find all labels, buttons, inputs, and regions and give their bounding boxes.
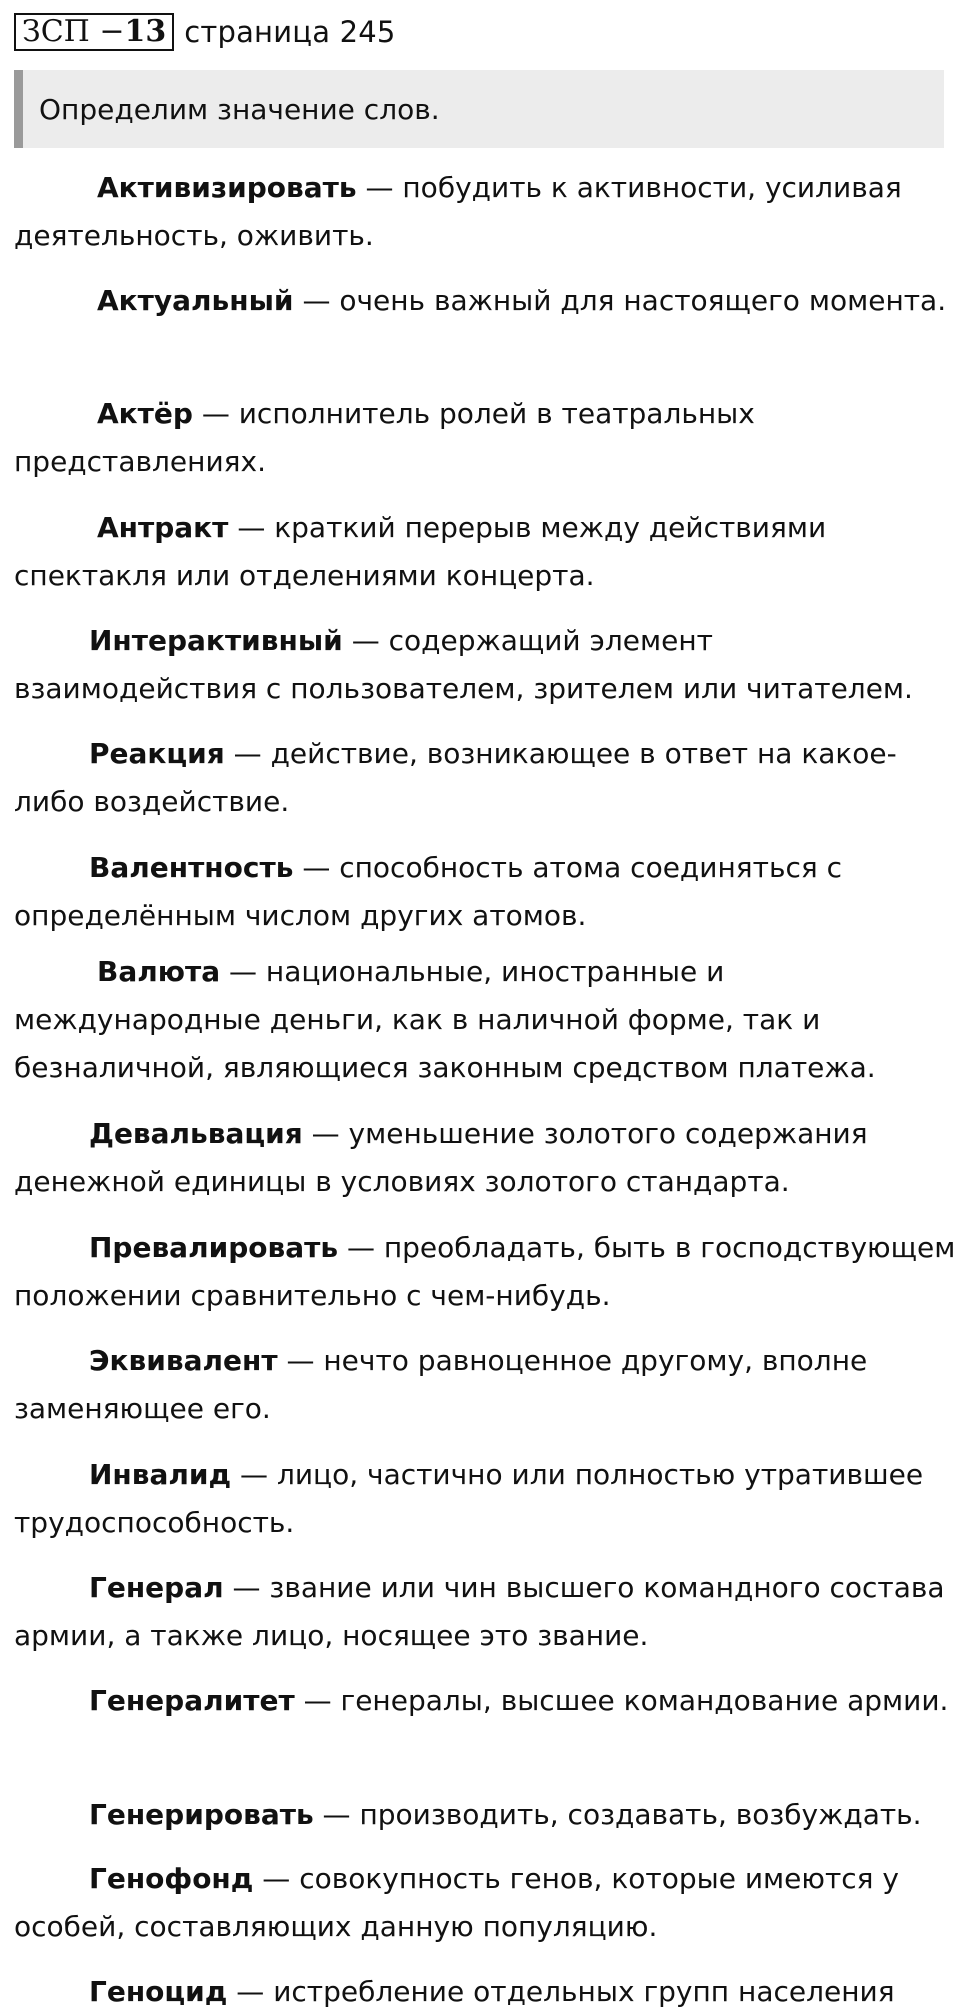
definition-term: Интерактивный [89,624,343,657]
definition-term: Эквивалент [89,1344,278,1377]
definition-term: Валентность [89,851,294,884]
definition-entry [14,1968,958,2016]
definition-text: — преобладать, быть в господствующем положении сравнительно с чем-нибудь. [14,1231,956,1312]
definition-entry [14,277,958,325]
definition-entry [14,1791,958,1839]
definition-text: — звание или чин высшего командного состава армии, а также лицо, носящее это звание. [14,1571,945,1652]
definition-entry [14,504,958,600]
definition-text: — содержащий элемент взаимодействия с пользователем, зрителем или читателем. [14,624,913,705]
definition-text: — очень важный для настоящего момента. [293,284,947,317]
definition-entry [14,948,958,1092]
definition-term: Генерировать [89,1798,314,1831]
definition-text: — побудить к активности, усиливая деятельность, оживить. [14,171,902,252]
definition-text: — национальные, иностранные и международные деньги, как в наличной форме, так и безналичной, являющиеся законным средством платежа. [14,955,876,1084]
page-number-label: страница 245 [184,15,396,49]
task-instruction-box [14,70,944,148]
definition-entry [14,1564,958,1660]
definition-text: — лицо, частично или полностью утратившее трудоспособность. [14,1458,924,1539]
definition-entry [14,1677,958,1725]
definition-text: — краткий перерыв между действиями спектакля или отделениями концерта. [14,511,827,592]
definition-term: Валюта [97,955,221,988]
definition-entry [14,844,958,940]
definition-term: Генерал [89,1571,224,1604]
definition-term: Геноцид [89,1975,228,2008]
definition-entry [14,1224,958,1320]
definition-entry [14,390,958,486]
definition-term: Активизировать [97,171,357,204]
definition-term: Актуальный [97,284,294,317]
definition-term: Генералитет [89,1684,295,1717]
definition-term: Девальвация [89,1117,303,1150]
definition-entry [14,1110,958,1206]
definition-text: — истребление отдельных групп населения [227,1975,895,2008]
definition-term: Генофонд [89,1862,254,1895]
definition-entry [14,617,958,713]
definition-text: — способность атома соединяться с определённым числом других атомов. [14,851,842,932]
task-instruction-text: Определим значение слов. [39,92,440,126]
definition-text: — генералы, высшее командование армии. [294,1684,949,1717]
definition-text: — производить, создавать, возбуждать. [313,1798,922,1831]
page-header [14,11,396,53]
exercise-code-box [14,13,174,51]
definition-term: Антракт [97,511,229,544]
definition-text: — уменьшение золотого содержания денежной единицы в условиях золотого стандарта. [14,1117,868,1198]
definition-text: — совокупность генов, которые имеются у особей, составляющих данную популяцию. [14,1862,899,1943]
definition-term: Реакция [89,737,225,770]
exercise-number: 13 [124,14,167,49]
definition-text: — исполнитель ролей в театральных представлениях. [14,397,755,478]
definition-entry [14,1855,958,1951]
definition-term: Инвалид [89,1458,232,1491]
definition-entry [14,164,958,260]
definition-entry [14,1337,958,1433]
exercise-code-prefix: ЗСП − [22,14,125,49]
definition-text: — действие, возникающее в ответ на какое-либо воздействие. [14,737,897,818]
definition-entry [14,1451,958,1547]
definition-text: — нечто равноценное другому, вполне заменяющее его. [14,1344,868,1425]
definition-entry [14,730,958,826]
definition-term: Актёр [97,397,193,430]
definition-term: Превалировать [89,1231,339,1264]
